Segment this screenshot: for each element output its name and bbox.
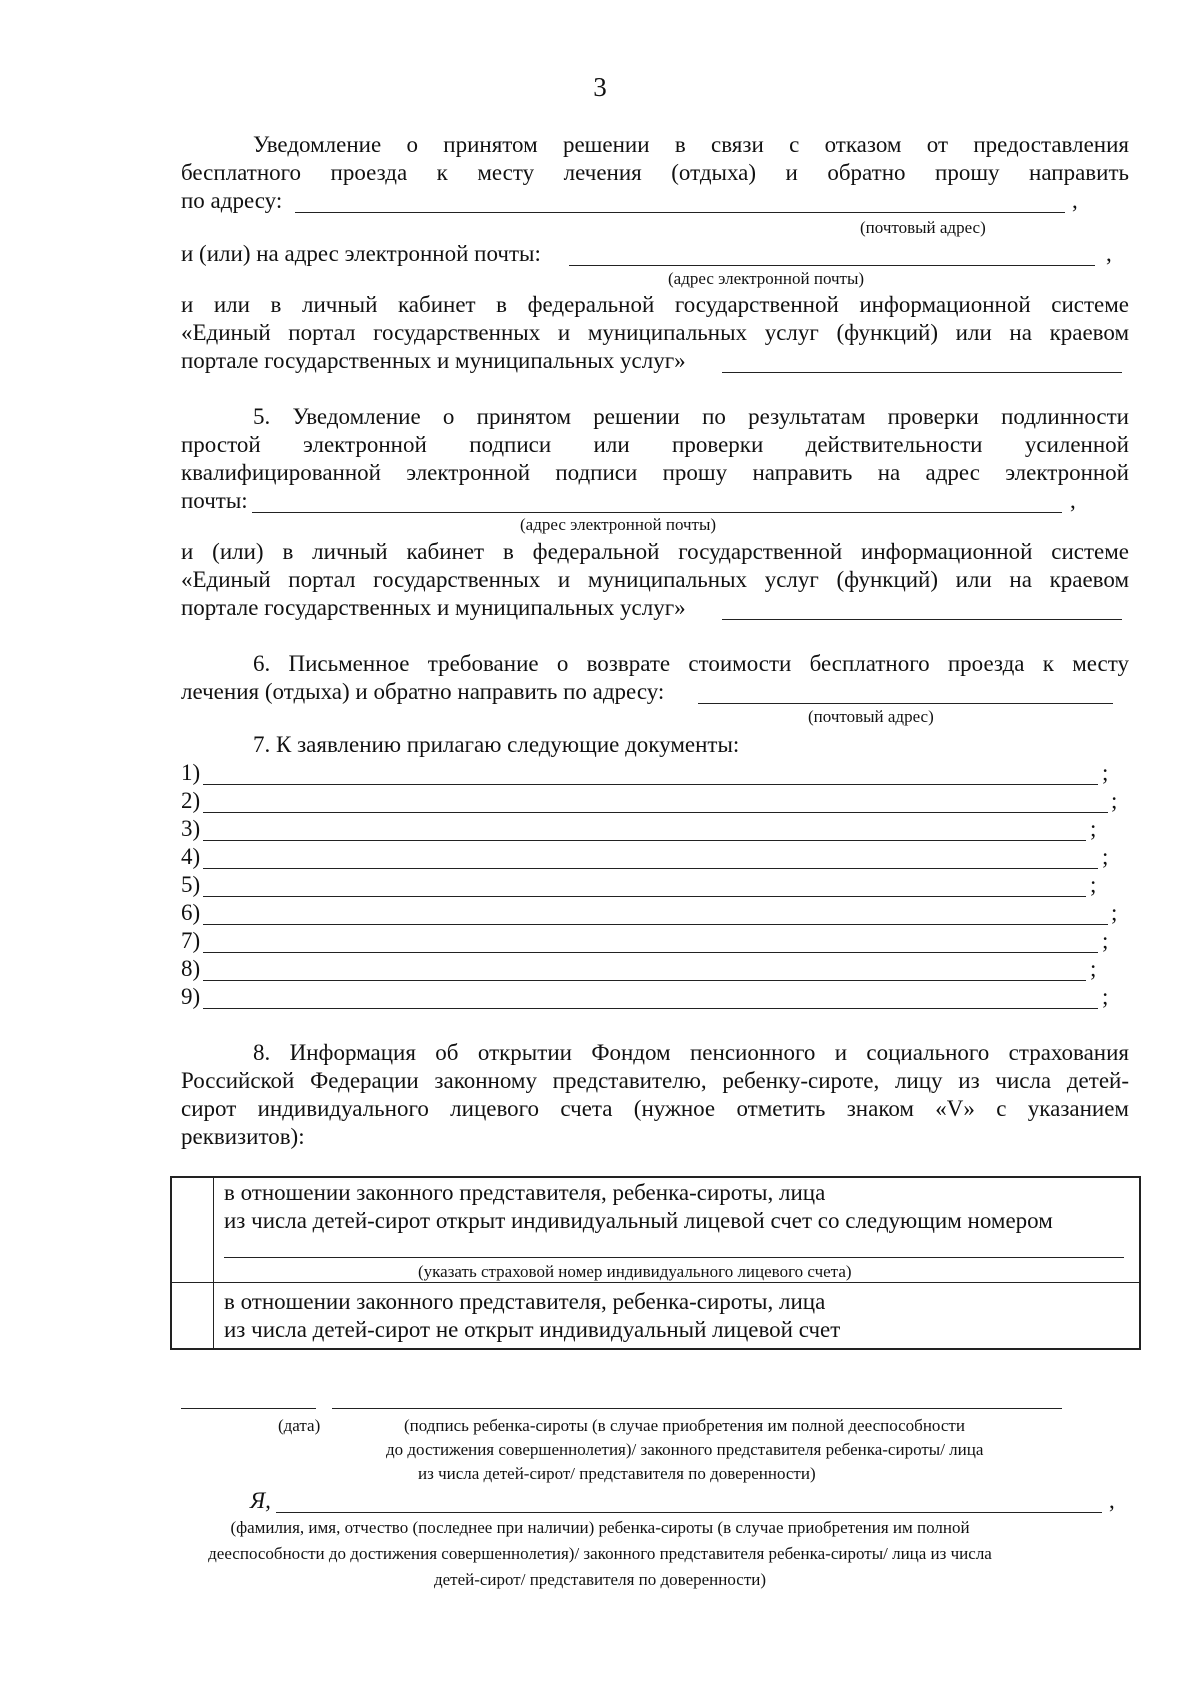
full-name-field[interactable] xyxy=(276,1512,1102,1513)
email-comma: , xyxy=(1106,241,1112,266)
doc-item-field-3[interactable] xyxy=(203,840,1086,841)
doc-item-field-9[interactable] xyxy=(203,1008,1098,1009)
doc-item-semicolon: ; xyxy=(1090,956,1097,981)
refusal-text-line-2: бесплатного проезда к месту лечения (отдыха) и обратно прошу направить xyxy=(181,160,1129,185)
account-number-field[interactable] xyxy=(224,1257,1124,1258)
section8-line-3: сирот индивидуального лицевого счета (нужное отметить знаком «V» с указанием xyxy=(181,1096,1129,1121)
cabinet-text-line-2: «Единый портал государственных и муниципальных услуг (функций) или на краевом xyxy=(181,320,1129,345)
ya-label: Я, xyxy=(250,1488,271,1513)
section5-email-field[interactable] xyxy=(252,512,1062,513)
doc-item-number: 5) xyxy=(181,872,201,897)
signature-caption-line-1: (подпись ребенка-сироты (в случае приобретения им полной дееспособности xyxy=(404,1416,965,1435)
doc-item-semicolon: ; xyxy=(1111,788,1118,813)
doc-item-semicolon: ; xyxy=(1090,872,1097,897)
section5-line-3: квалифицированной электронной подписи прошу направить на адрес электронной xyxy=(181,460,1129,485)
name-caption-line-3: детей-сирот/ представителя по доверенности) xyxy=(433,1570,767,1589)
address-label: по адресу: xyxy=(181,188,283,213)
refusal-text-line-1: Уведомление о принятом решении в связи с отказом от предоставления xyxy=(253,132,1129,157)
section5-line-1: 5. Уведомление о принятом решении по результатам проверки подлинности xyxy=(253,404,1129,429)
section6-line-1: 6. Письменное требование о возврате стоимости бесплатного проезда к месту xyxy=(253,651,1129,676)
account-opened-checkbox[interactable] xyxy=(172,1178,211,1279)
row1-line-1: в отношении законного представителя, ребенка-сироты, лица xyxy=(224,1180,826,1205)
email-label: и (или) на адрес электронной почты: xyxy=(181,241,541,266)
doc-item-field-2[interactable] xyxy=(203,812,1108,813)
cabinet-text-line-1: и или в личный кабинет в федеральной государственной информационной системе xyxy=(181,292,1129,317)
doc-item-number: 3) xyxy=(181,816,201,841)
section6-address-field[interactable] xyxy=(698,703,1113,704)
ya-comma: , xyxy=(1109,1488,1115,1513)
row1-line-2: из числа детей-сирот открыт индивидуальный лицевой счет со следующим номером xyxy=(224,1208,1053,1233)
section7-heading: 7. К заявлению прилагаю следующие документы: xyxy=(253,732,740,757)
account-number-caption: (указать страховой номер индивидуального лицевого счета) xyxy=(418,1262,852,1281)
signature-caption-line-3: из числа детей-сирот/ представителя по доверенности) xyxy=(418,1464,816,1483)
email-address-caption: (адрес электронной почты) xyxy=(668,269,865,288)
name-caption-line-1: (фамилия, имя, отчество (последнее при наличии) ребенка-сироты (в случае приобретения им полной xyxy=(230,1518,970,1537)
cabinet-field[interactable] xyxy=(722,372,1122,373)
doc-item-semicolon: ; xyxy=(1102,844,1109,869)
section6-postal-caption: (почтовый адрес) xyxy=(808,707,934,726)
section5-email-comma: , xyxy=(1070,488,1076,513)
doc-item-field-8[interactable] xyxy=(203,980,1086,981)
date-field[interactable] xyxy=(181,1408,316,1409)
doc-item-number: 8) xyxy=(181,956,201,981)
section5-email-label: почты: xyxy=(181,488,248,513)
section5-cabinet-line-2: «Единый портал государственных и муниципальных услуг (функций) или на краевом xyxy=(181,567,1129,592)
name-caption-line-2: дееспособности до достижения совершеннолетия)/ законного представителя ребенка-сироты/ лица из числа xyxy=(208,1544,992,1563)
account-not-opened-checkbox[interactable] xyxy=(172,1283,211,1348)
date-caption: (дата) xyxy=(278,1416,321,1435)
section5-line-2: простой электронной подписи или проверки действительности усиленной xyxy=(181,432,1129,457)
cabinet-text-line-3: портале государственных и муниципальных услуг» xyxy=(181,348,686,373)
doc-item-field-1[interactable] xyxy=(203,784,1098,785)
doc-item-semicolon: ; xyxy=(1102,760,1109,785)
doc-item-number: 4) xyxy=(181,844,201,869)
section8-line-4: реквизитов): xyxy=(181,1124,305,1149)
doc-item-number: 6) xyxy=(181,900,201,925)
section5-cabinet-line-3: портале государственных и муниципальных услуг» xyxy=(181,595,686,620)
row2-line-1: в отношении законного представителя, ребенка-сироты, лица xyxy=(224,1289,826,1314)
doc-item-semicolon: ; xyxy=(1102,928,1109,953)
doc-item-field-4[interactable] xyxy=(203,868,1098,869)
section8-line-2: Российской Федерации законному представителю, ребенку-сироте, лицу из числа детей- xyxy=(181,1068,1129,1093)
doc-item-semicolon: ; xyxy=(1090,816,1097,841)
signature-field[interactable] xyxy=(332,1408,1062,1409)
signature-caption-line-2: до достижения совершеннолетия)/ законного представителя ребенка-сироты/ лица xyxy=(386,1440,984,1459)
doc-item-field-5[interactable] xyxy=(203,896,1086,897)
doc-item-number: 7) xyxy=(181,928,201,953)
section6-line-2: лечения (отдыха) и обратно направить по адресу: xyxy=(181,679,665,704)
doc-item-number: 9) xyxy=(181,984,201,1009)
section5-cabinet-field[interactable] xyxy=(722,619,1122,620)
postal-address-caption: (почтовый адрес) xyxy=(860,218,986,237)
doc-item-number: 1) xyxy=(181,760,201,785)
doc-item-semicolon: ; xyxy=(1102,984,1109,1009)
doc-item-field-7[interactable] xyxy=(203,952,1098,953)
doc-item-semicolon: ; xyxy=(1111,900,1118,925)
section5-email-caption: (адрес электронной почты) xyxy=(520,515,717,534)
row2-line-2: из числа детей-сирот не открыт индивидуальный лицевой счет xyxy=(224,1317,841,1342)
doc-item-field-6[interactable] xyxy=(203,924,1108,925)
doc-item-number: 2) xyxy=(181,788,201,813)
address-comma: , xyxy=(1072,188,1078,213)
section5-cabinet-line-1: и (или) в личный кабинет в федеральной государственной информационной системе xyxy=(181,539,1129,564)
section8-line-1: 8. Информация об открытии Фондом пенсионного и социального страхования xyxy=(253,1040,1129,1065)
postal-address-field[interactable] xyxy=(295,212,1065,213)
email-address-field[interactable] xyxy=(569,265,1095,266)
page-number: 3 xyxy=(593,72,607,102)
